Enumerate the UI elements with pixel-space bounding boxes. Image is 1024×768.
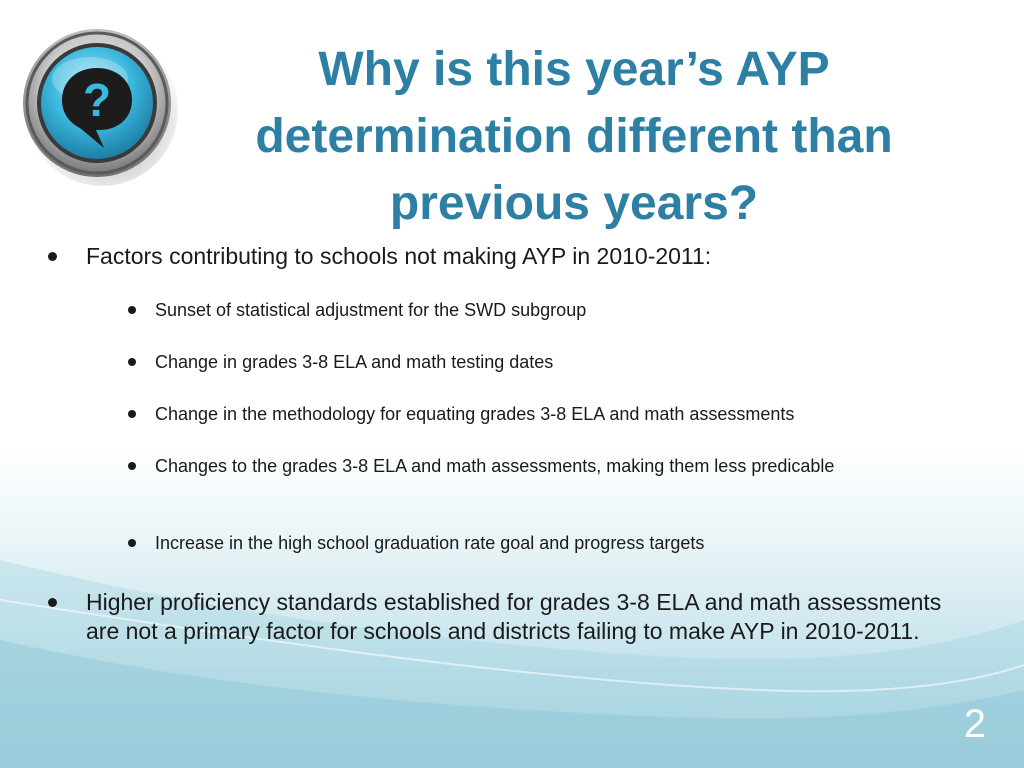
sub-bullet-graduation-rate: Increase in the high school graduation rate goal and progress targets	[155, 531, 975, 555]
sub-bullet-testing-dates: Change in grades 3-8 ELA and math testing dates	[155, 350, 975, 374]
sub-bullet-assessment-changes: Changes to the grades 3-8 ELA and math assessments, making them less predicable	[155, 454, 975, 478]
sub-bullet-swd-sunset: Sunset of statistical adjustment for the SWD subgroup	[155, 298, 975, 322]
page-number: 2	[963, 702, 986, 746]
slide-title: Why is this year’s AYP determination different than previous years?	[255, 43, 893, 230]
bullet-proficiency-standards: Higher proficiency standards established for grades 3-8 ELA and math assessments are not a primary factor for schools and districts failing to make AYP in 2010-2011.	[86, 588, 966, 646]
svg-text:?: ?	[82, 74, 112, 126]
bullet-factors: Factors contributing to schools not making AYP in 2010-2011:	[86, 242, 966, 271]
sub-bullet-equating-methodology: Change in the methodology for equating grades 3-8 ELA and math assessments	[155, 402, 975, 426]
